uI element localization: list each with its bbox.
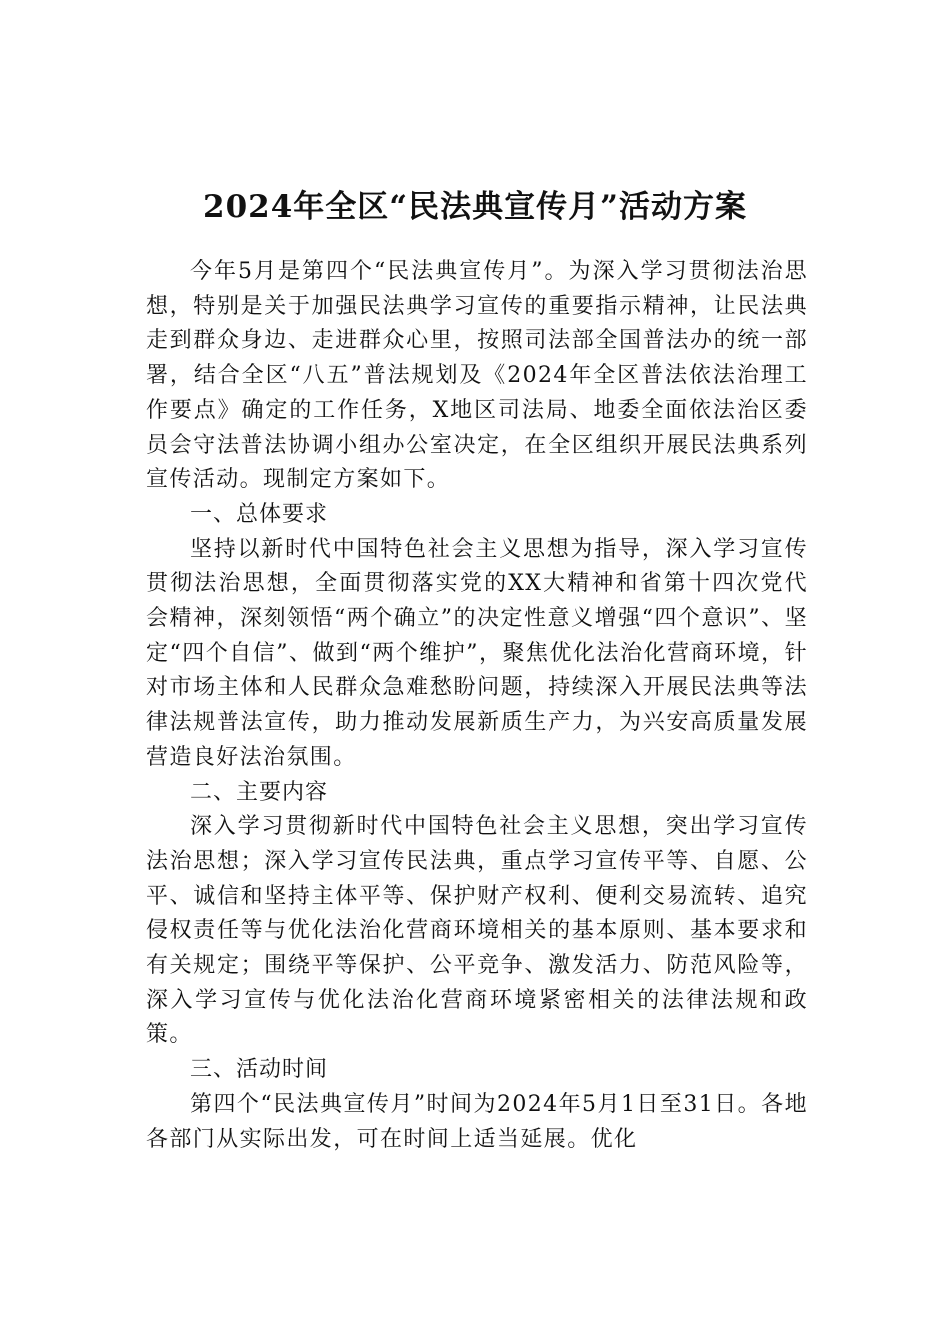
section-body-general-requirements: 坚持以新时代中国特色社会主义思想为指导，深入学习宣传贯彻法治思想，全面贯彻落实党的XX大精神和省第十四次党代会精神，深刻领悟“两个确立”的决定性意义增强“四个意识”、坚定“四个自信”、做到“两个维护”，聚焦优化法治化营商环境，针对市场主体和人民群众急难愁盼问题，持续深入开展民法典等法律法规普法宣传，助力推动发展新质生产力，为兴安高质量发展营造良好法治氛围。	[146, 536, 808, 770]
section-heading-main-content: 二、主要内容	[190, 779, 329, 805]
document-title: 2024年全区“民法典宣传月”活动方案	[203, 188, 747, 225]
section-body-activity-time: 第四个“民法典宣传月”时间为2024年5月1日至31日。各地各部门从实际出发，可在时间上适当延展。优化	[146, 1091, 808, 1152]
section-heading-general-requirements: 一、总体要求	[190, 501, 329, 527]
section-heading-activity-time: 三、活动时间	[190, 1057, 329, 1083]
document-body	[146, 255, 808, 1157]
intro-paragraph: 今年5月是第四个“民法典宣传月”。为深入学习贯彻法治思想，特别是关于加强民法典学习宣传的重要指示精神，让民法典走到群众身边、走进群众心里，按照司法部全国普法办的统一部署，结合全区“八五”普法规划及《2024年全区普法依法治理工作要点》确定的工作任务，X地区司法局、地委全面依法治区委员会守法普法协调小组办公室决定，在全区组织开展民法典系列宣传活动。现制定方案如下。	[146, 259, 808, 493]
section-body-main-content: 深入学习贯彻新时代中国特色社会主义思想，突出学习宣传法治思想；深入学习宣传民法典，重点学习宣传平等、自愿、公平、诚信和坚持主体平等、保护财产权利、便利交易流转、追究侵权责任等与优化法治化营商环境相关的基本原则、基本要求和有关规定；围绕平等保护、公平竞争、激发活力、防范风险等，深入学习宣传与优化法治化营商环境紧密相关的法律法规和政策。	[146, 814, 808, 1048]
